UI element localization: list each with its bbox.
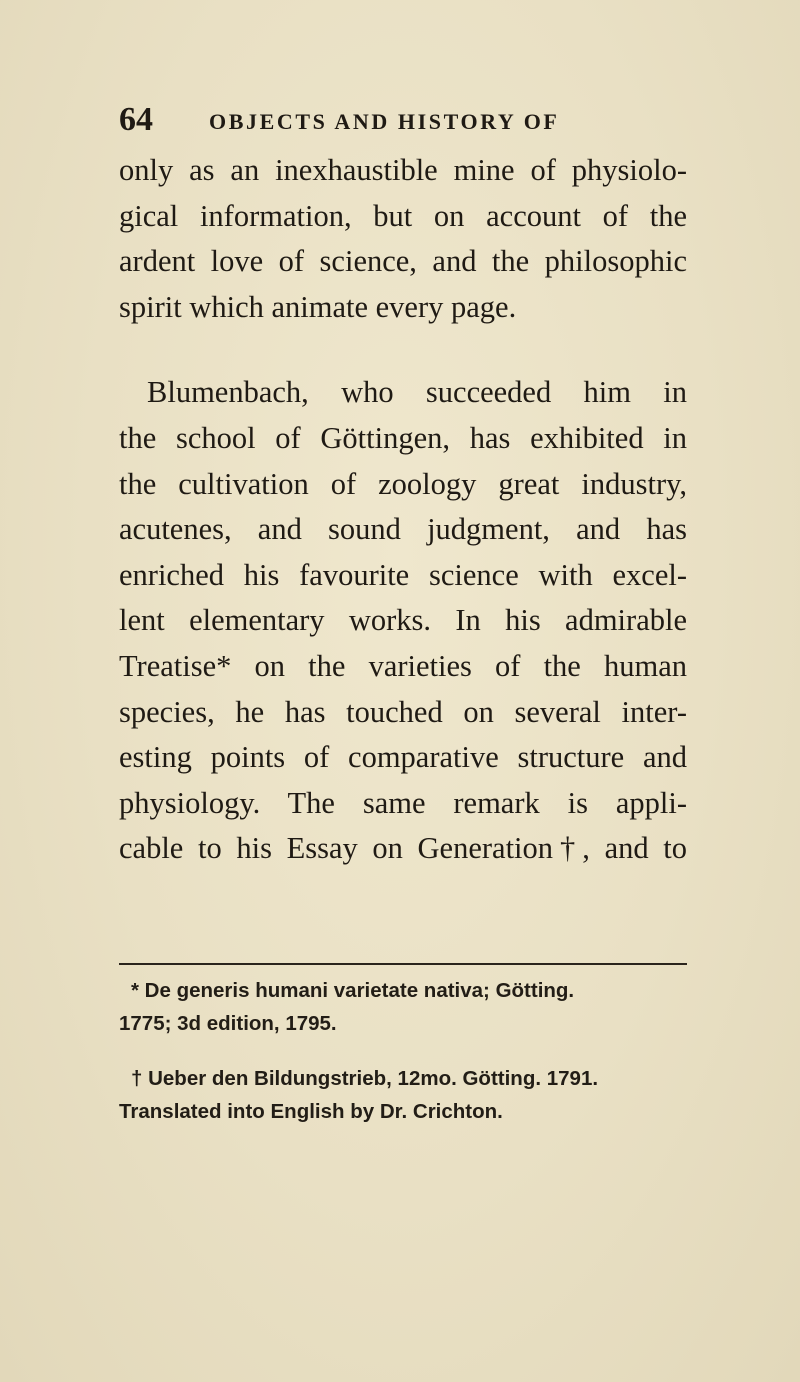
footnote-divider bbox=[119, 963, 687, 965]
text-line: species, he has touched on several inter- bbox=[119, 694, 687, 729]
text-line: spirit which animate every page. bbox=[119, 289, 517, 324]
text-line: only as an inexhaustible mine of physiolo- bbox=[119, 153, 687, 187]
text-line: cable to his Essay on Generation†, and to bbox=[119, 831, 687, 866]
text-line: esting points of comparative structure and bbox=[119, 740, 687, 775]
footnote-line: Translated into English by Dr. Crichton. bbox=[119, 1100, 503, 1123]
text-line: the school of Göttingen, has exhibited in bbox=[119, 420, 687, 455]
text-line: acutenes, and sound judgment, and has bbox=[119, 512, 687, 547]
running-title: OBJECTS AND HISTORY OF bbox=[209, 109, 560, 134]
text-line: enriched his favourite science with excel- bbox=[119, 557, 687, 592]
text-line: ardent love of science, and the philosophic bbox=[119, 244, 687, 279]
footnote-line: * De generis humani varietate nativa; Götting. bbox=[131, 979, 575, 1002]
paragraph bbox=[119, 370, 687, 872]
page-header bbox=[119, 98, 679, 142]
footnotes bbox=[119, 974, 709, 1128]
paragraph bbox=[119, 148, 687, 330]
text-line: the cultivation of zoology great industry, bbox=[119, 466, 687, 501]
text-line: gical information, but on account of the bbox=[119, 198, 687, 233]
footnote-line: † Ueber den Bildungstrieb, 12mo. Götting. 1791. bbox=[131, 1067, 599, 1090]
text-line: lent elementary works. In his admirable bbox=[119, 603, 687, 638]
text-line: Treatise* on the varieties of the human bbox=[119, 648, 687, 683]
text-line: Blumenbach, who succeeded him in bbox=[147, 375, 687, 410]
page-number: 64 bbox=[119, 101, 153, 138]
text-line: physiology. The same remark is appli- bbox=[119, 785, 687, 820]
footnote bbox=[119, 974, 709, 1040]
footnote bbox=[119, 1062, 709, 1128]
body-text bbox=[119, 148, 687, 872]
footnote-line: 1775; 3d edition, 1795. bbox=[119, 1012, 337, 1035]
